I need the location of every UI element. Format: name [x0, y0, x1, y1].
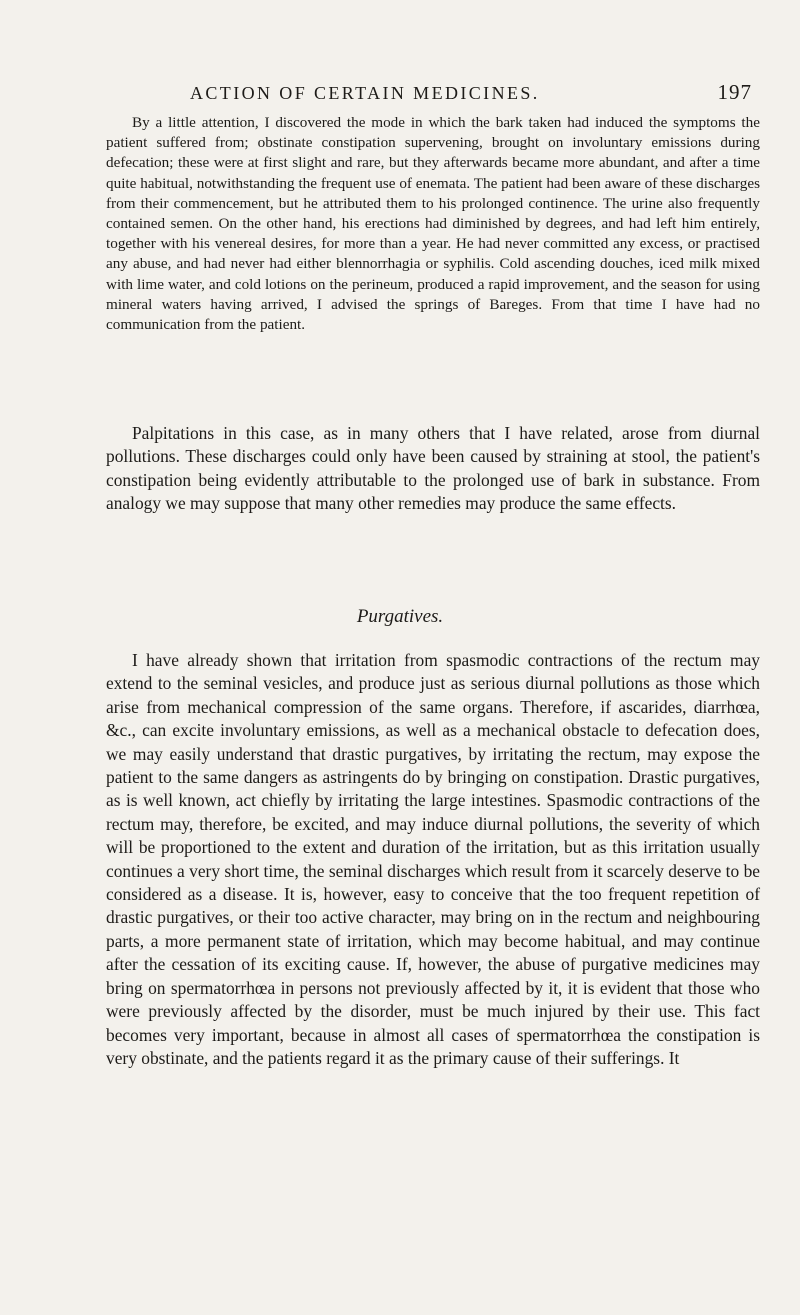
running-head: ACTION OF CERTAIN MEDICINES.: [190, 83, 540, 103]
paragraph-palpitations: Palpitations in this case, as in many others that I have related, arose from diurnal pollutions. These discharges could only have been caused by straining at stool, the patient's constipation being evidently attributable to the prolonged use of bark in substance. From analogy we may suppose that many other remedies may produce the same effects.: [106, 423, 760, 514]
section-heading: Purgatives.: [356, 606, 444, 627]
paragraph-case-narrative: By a little attention, I discovered the mode in which the bark taken had induced the symptoms the patient suffered from; obstinate constipation supervening, brought on involuntary emissions during defecation; these were at first slight and rare, but they afterwards became more abundant, and after a time quite habitual, notwithstanding the frequent use of enemata. The patient had been aware of these discharges from their commencement, but he attributed them to his prolonged continence. The urine also frequently contained semen. On the other hand, his erections had diminished by degrees, and had left him entirely, together with his venereal desires, for more than a year. He had never committed any excess, or practised any abuse, and had never had either blennorrhagia or syphilis. Cold ascending douches, iced milk mixed with lime water, and cold lotions on the perineum, produced a rapid improvement, and the season for using mineral waters having arrived, I advised the springs of Bareges. From that time I have had no communication from the patient.: [106, 114, 760, 334]
page-number: 197: [717, 80, 752, 104]
paragraph-purgatives: I have already shown that irritation from spasmodic contractions of the rectum may extend to the seminal vesicles, and produce just as serious diurnal pollutions as those which arise from mechanical compression of the same organs. Therefore, if ascarides, diarrhœa, &c., can excite involuntary emissions, as well as a mechanical obstacle to defecation does, we may easily understand that drastic purgatives, by irritating the rectum, may expose the patient to the same dangers as astringents do by bringing on constipation. Drastic purgatives, as is well known, act chiefly by irritating the large intestines. Spasmodic contractions of the rectum may, therefore, be excited, and may induce diurnal pollutions, the severity of which will be proportioned to the extent and duration of the irritation, but as this irritation usually continues a very short time, the seminal discharges which result from it scarcely deserve to be considered as a disease. It is, however, easy to conceive that the too frequent repetition of drastic purgatives, or their too active character, may bring on in the rectum and neighbouring parts, a more permanent state of irritation, which may become habitual, and may continue after the cessation of its exciting cause. If, however, the abuse of purgative medicines may bring on spermatorrhœa in persons not previously affected by it, it is evident that those who were previously affected by the disorder, must be much injured by their use. This fact becomes very important, because in almost all cases of spermatorrhœa the constipation is very obstinate, and the patients regard it as the primary cause of their sufferings. It: [106, 650, 760, 1068]
page-header: [190, 80, 752, 105]
